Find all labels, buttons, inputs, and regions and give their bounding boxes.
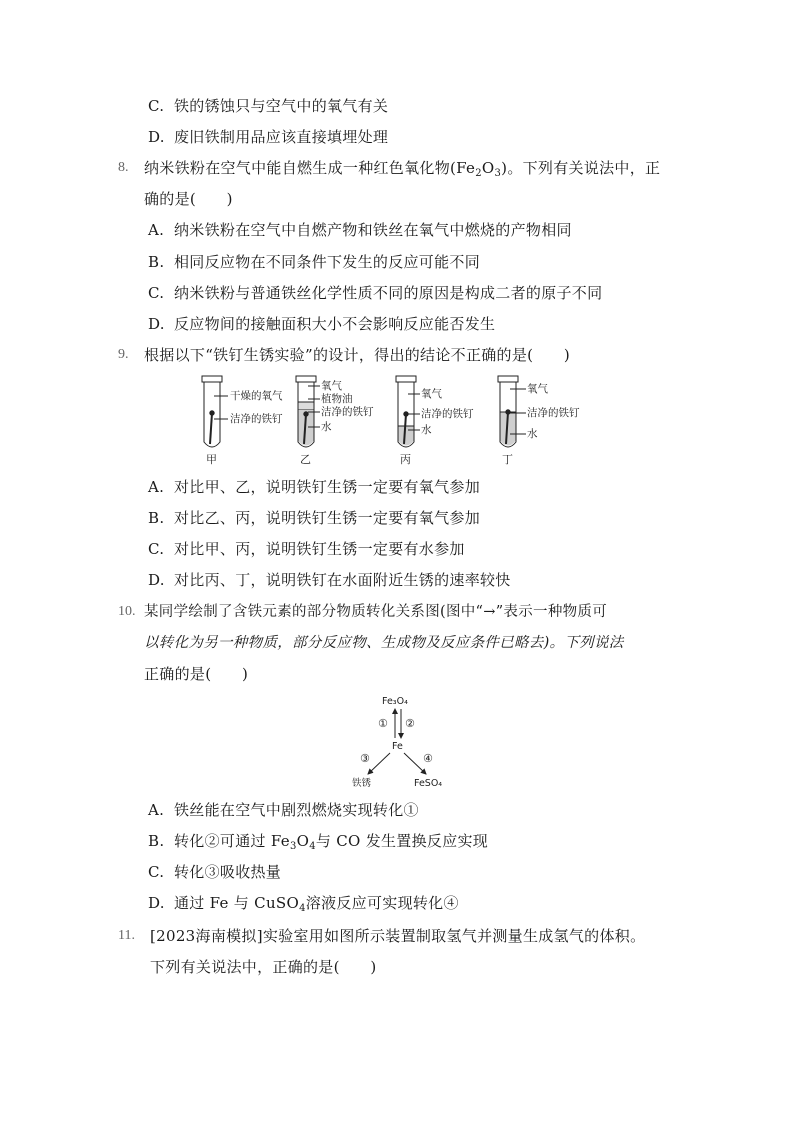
label-arrow-2: ② [405,717,415,730]
tube-label-bing: 丙 [400,453,411,466]
label-clean-nail-jia: 洁净的铁钉 [230,413,283,425]
q9-number: 9. [118,347,129,362]
q10-option-c: C. 转化③吸收热量 [148,863,282,881]
q10-option-a: A. 铁丝能在空气中剧烈燃烧实现转化① [148,801,419,819]
q10-stem-line2: 以转化为另一种物质，部分反应物、生成物及反应条件已略去)。下列说法 [144,635,624,651]
q7-option-c: C. 铁的锈蚀只与空气中的氧气有关 [148,97,389,115]
q10-option-b: B. 转化②可通过 $Fe_3O_4$与 CO 发生置换反应实现 [148,832,489,852]
q8-option-d: D. 反应物间的接触面积大小不会影响反应能否发生 [148,315,496,333]
label-clean-nail-bing: 洁净的铁钉 [421,408,474,420]
q11-stem-line1: [2023海南模拟]实验室用如图所示装置制取氢气并测量生成氢气的体积。 [150,927,646,945]
label-water-yi: 水 [321,421,332,433]
tube-label-ding: 丁 [502,453,513,466]
q8-option-a: A. 纳米铁粉在空气中自燃产物和铁丝在氧气中燃烧的产物相同 [148,221,572,239]
q8-number: 8. [118,160,129,175]
label-arrow-3: ③ [360,752,370,765]
label-oxygen-ding: 氧气 [527,383,548,395]
q7-option-d: D. 废旧铁制用品应该直接填埋处理 [148,128,389,146]
arrow-3 [368,753,390,774]
q11-stem-line2: 下列有关说法中，正确的是( ) [150,958,377,976]
tube-ding [498,376,526,447]
tube-bing [396,376,420,447]
q8-stem-line2: 确的是( ) [144,190,233,208]
label-water-ding: 水 [527,428,538,440]
node-fe3o4: Fe₃O₄ [382,696,408,707]
tube-label-yi: 乙 [300,453,311,466]
q11-number: 11. [118,928,135,943]
q9-test-tube-figure [196,372,580,466]
node-fe: Fe [392,741,403,752]
tube-yi [296,376,320,447]
q10-stem-line3: 正确的是( ) [144,665,249,683]
q8-option-b: B. 相同反应物在不同条件下发生的反应可能不同 [148,253,481,271]
node-rust: 铁锈 [352,778,372,789]
tube-jia [202,376,228,447]
label-water-bing: 水 [421,424,432,436]
q8-option-c: C. 纳米铁粉与普通铁丝化学性质不同的原因是构成二者的原子不同 [148,284,603,302]
q9-option-a: A. 对比甲、乙，说明铁钉生锈一定要有氧气参加 [148,478,481,496]
label-oxygen-bing: 氧气 [421,388,442,400]
tube-label-jia: 甲 [206,453,217,466]
q10-option-d: D. 通过 Fe 与 CuSO$_4$溶液反应可实现转化④ [148,894,459,914]
label-clean-nail-ding: 洁净的铁钉 [527,407,580,419]
label-dry-oxygen: 干燥的氧气 [230,390,283,402]
q9-option-b: B. 对比乙、丙，说明铁钉生锈一定要有氧气参加 [148,509,481,527]
node-feso4: FeSO₄ [414,778,443,789]
label-veg-oil: 植物油 [321,393,353,405]
label-oxygen-yi: 氧气 [321,380,342,392]
q10-number: 10. [118,604,136,619]
q10-stem-line1: 某同学绘制了含铁元素的部分物质转化关系图(图中“→”表示一种物质可 [144,604,608,620]
q10-conversion-diagram [344,692,454,792]
label-arrow-1: ① [378,717,388,730]
label-arrow-4: ④ [423,752,433,765]
q9-option-c: C. 对比甲、丙，说明铁钉生锈一定要有水参加 [148,540,465,558]
q9-option-d: D. 对比丙、丁，说明铁钉在水面附近生锈的速率较快 [148,571,511,589]
q8-stem-line1: 纳米铁粉在空气中能自燃生成一种红色氧化物$(Fe_2O_3)$。下列有关说法中，正 [144,159,661,179]
q9-stem: 根据以下“铁钉生锈实验”的设计，得出的结论不正确的是( ) [144,346,571,364]
label-clean-nail-yi: 洁净的铁钉 [321,406,374,418]
